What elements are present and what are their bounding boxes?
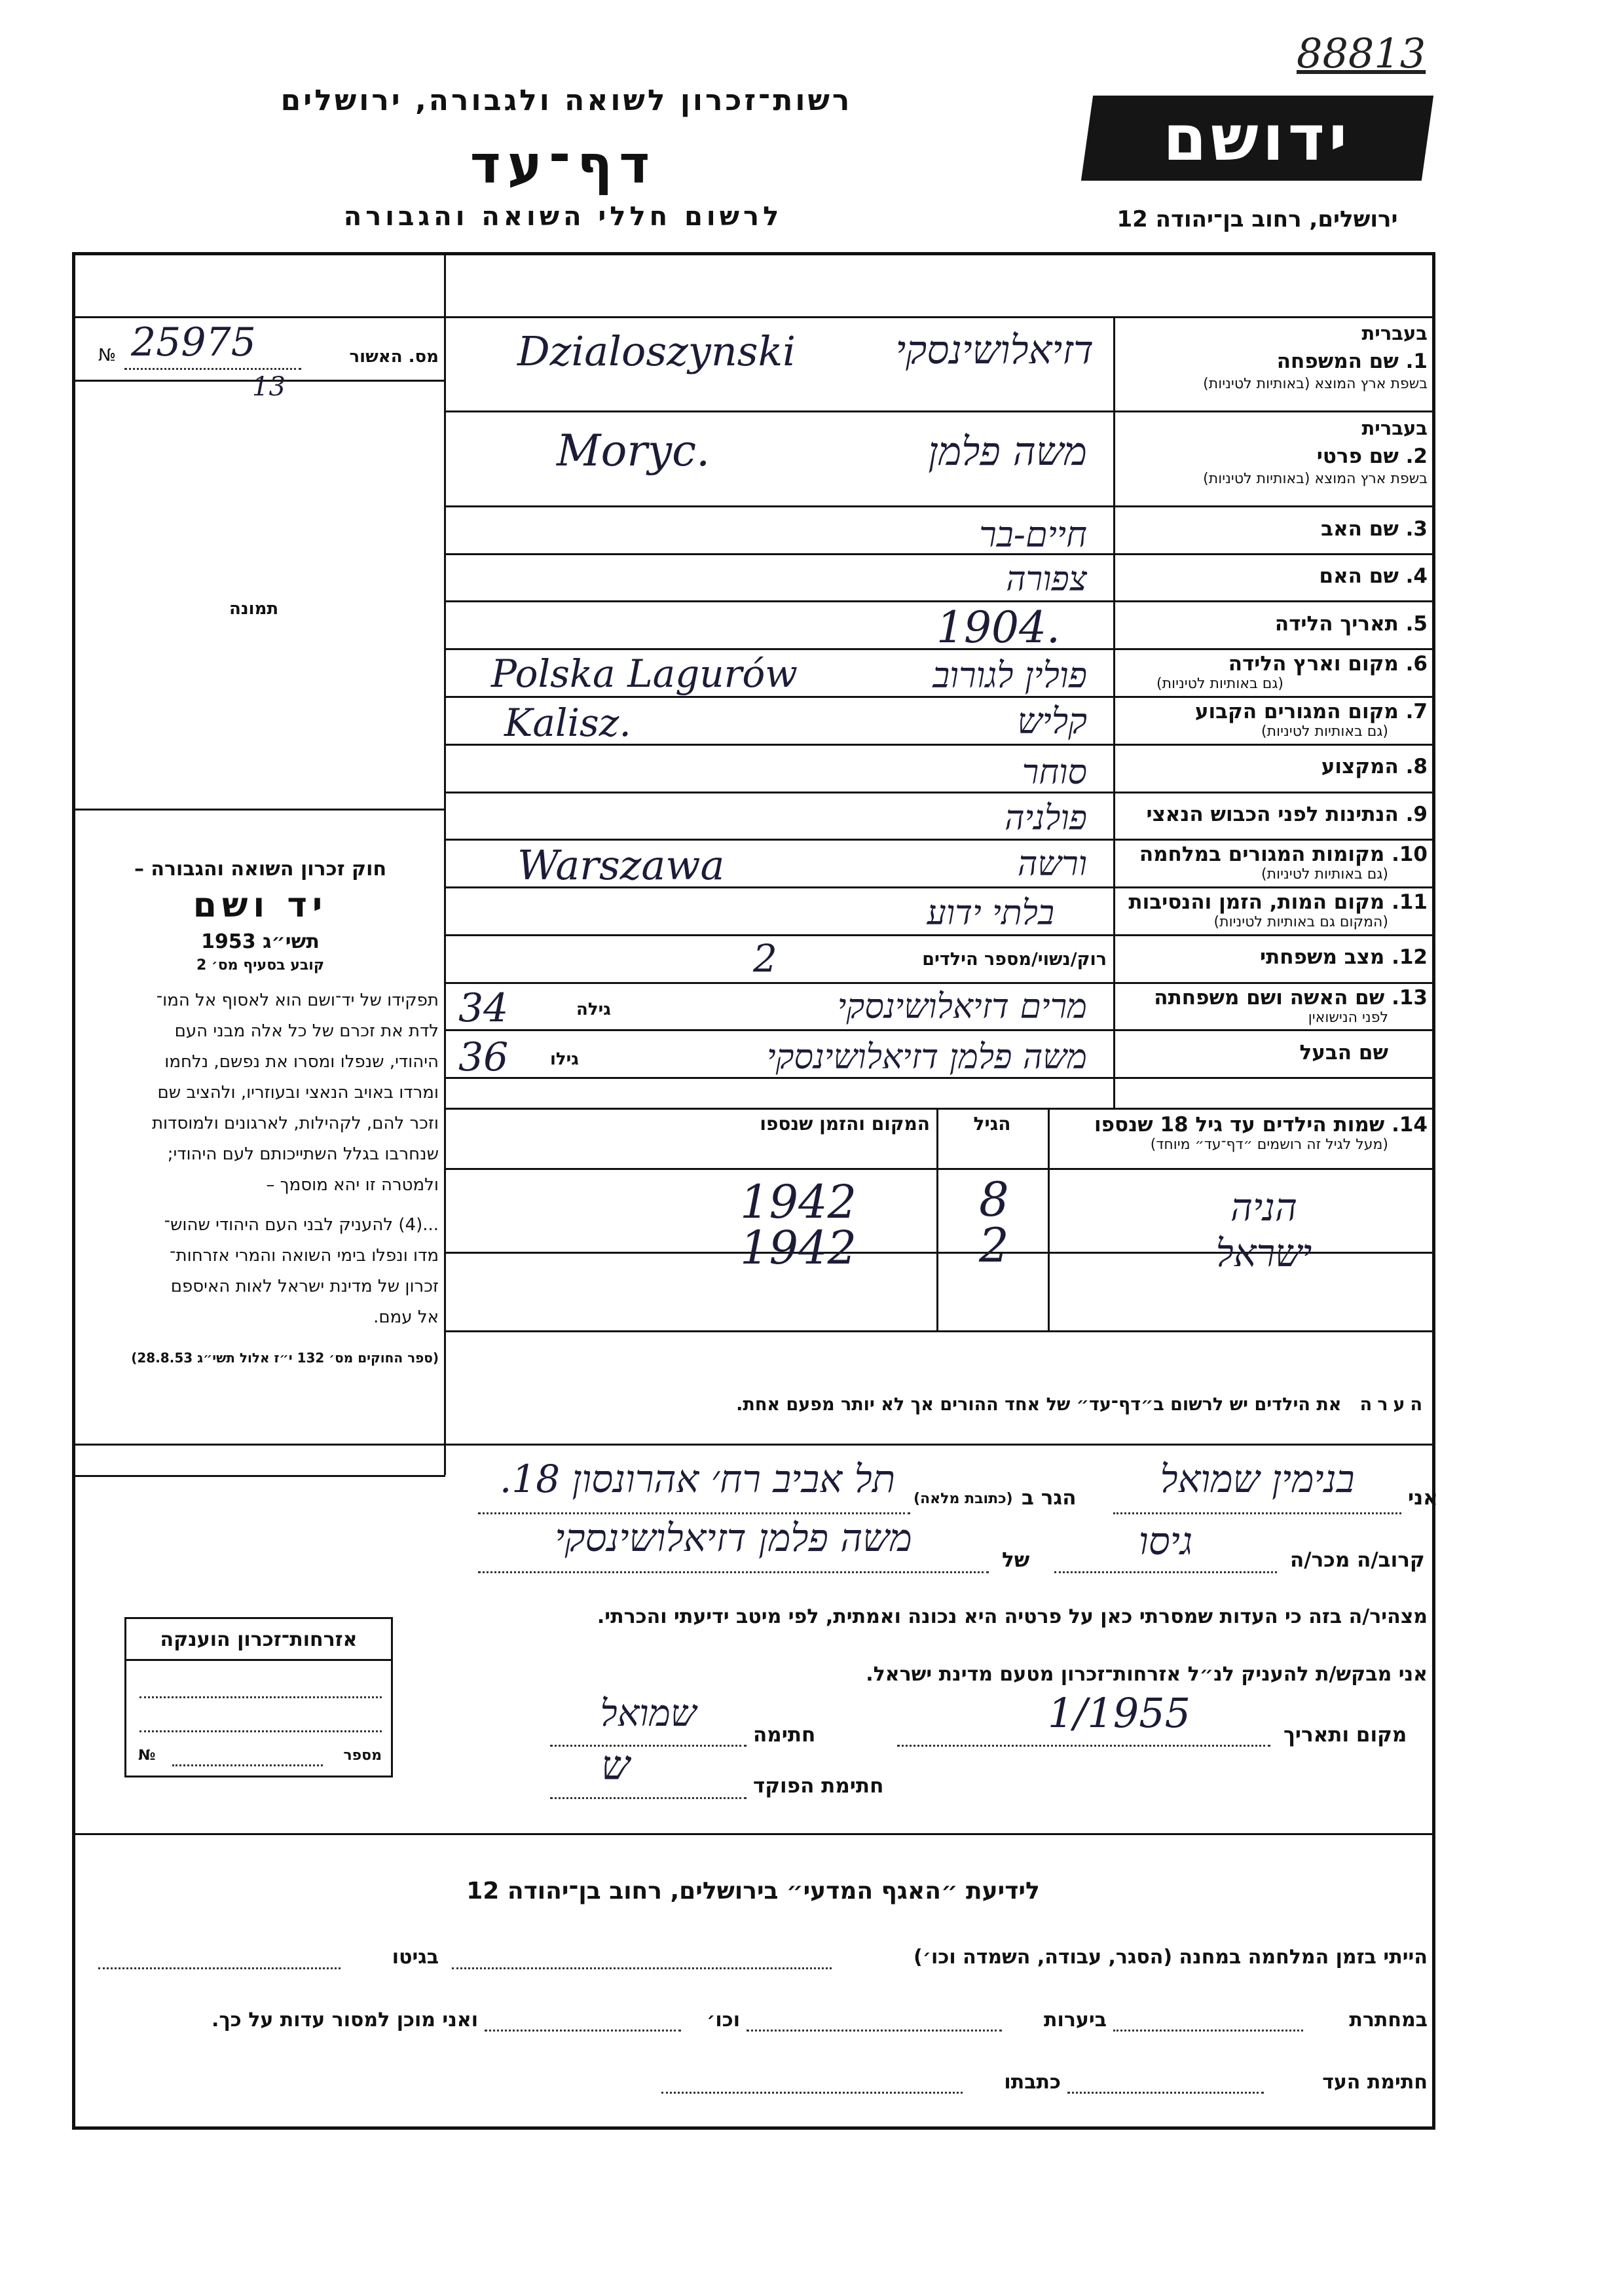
signature: שמואל — [600, 1692, 697, 1735]
place-date-line — [897, 1745, 1270, 1747]
place-date-label: מקום ותאריך — [1283, 1723, 1407, 1747]
law-line: מדו ונפלו בימי השואה והמרי אזרחות־ — [170, 1246, 439, 1266]
address: ירושלים, רחוב בן־יהודה 12 — [1116, 206, 1398, 232]
declaration-text: מצהיר/ה בזה כי העדות שמסרתי כאן על פרטיה היא נכונה ואמתית, לפי מיטב ידיעתי והכרתי. — [597, 1605, 1428, 1628]
law-line: וזכר להם, לקהילות, לארגונים ולמוסדות — [151, 1114, 439, 1133]
children-table-divider — [936, 1108, 938, 1330]
law-line: לדת את זכרם של כל אלה מבני העם — [174, 1021, 439, 1041]
note-bottom-line — [75, 1444, 1434, 1446]
address-line — [478, 1512, 910, 1514]
law-line: ולמטרה זו יהא מוסמך – — [266, 1175, 439, 1195]
officer-signature-label: חתימת הפוקד — [753, 1774, 884, 1798]
ghetto-label: בגיטו — [392, 1946, 439, 1969]
field-wartime-residence-label: 10. מקומות המגורים במלחמה (גם באותיות לטיניות) — [1120, 843, 1428, 883]
underground-line — [1113, 2030, 1303, 2032]
field-wife-label: 13. שם האשה ושם משפחתה לפני הנישואין — [1120, 986, 1428, 1026]
approval-no-mark: № — [98, 346, 117, 365]
husband-age: 36 — [458, 1034, 509, 1080]
field-birthplace-label: 6. מקום וארץ הלידה (גם באותיות לטיניות) — [1120, 652, 1428, 692]
row-line — [444, 696, 1435, 698]
field-sub: (גם באותיות לטיניות) — [1261, 866, 1388, 883]
field-marital-label: 12. מצב משפחתי — [1259, 945, 1428, 969]
field-sub: בשפת ארץ המוצא (באותיות לטיניות) — [1203, 376, 1428, 392]
citizenship-number-label: מספר — [343, 1747, 382, 1764]
label-column-divider — [1113, 316, 1115, 1108]
field-father-label: 3. שם האב — [1321, 517, 1428, 541]
witness-address-line — [661, 2092, 963, 2094]
wife-age: 34 — [458, 985, 509, 1031]
field-death-label: 11. מקום המות, הזמן והנסיבות (המקום גם באותיות לטיניות) — [1120, 890, 1428, 930]
science-section-top-line — [75, 1833, 1434, 1835]
child-name: ישראל — [1215, 1231, 1312, 1275]
photo-label: תמונה — [229, 599, 279, 619]
etc-label: וכו׳ — [707, 2009, 740, 2032]
logo-text: ידושם — [1163, 101, 1352, 175]
witness-address-label: כתבתו — [1004, 2071, 1061, 2094]
row-line — [444, 1077, 1435, 1079]
relation-line — [1054, 1571, 1277, 1573]
witness-signature-line — [1067, 2092, 1264, 2094]
residence-latin: Kalisz. — [504, 701, 631, 745]
children-title-text: שמות הילדים עד גיל 18 שנספו — [1094, 1113, 1385, 1137]
relation: גיסו — [1138, 1519, 1193, 1563]
row-line — [444, 982, 1435, 984]
declarant-name-line — [1113, 1512, 1401, 1514]
field-label: שם פרטי — [1316, 445, 1399, 468]
wife-age-label: גילה — [576, 1000, 611, 1019]
left-panel-divider — [444, 252, 446, 1475]
witness-signature-label: חתימת העד — [1322, 2071, 1428, 2094]
first-name-hebrew: משה פלמן — [928, 429, 1087, 475]
mother-name: צפורה — [1006, 560, 1087, 599]
children-place-header: המקום והזמן שנספו — [760, 1113, 930, 1135]
death-place: בלתי ידוע — [927, 894, 1054, 933]
ghetto-line — [98, 1967, 341, 1969]
field-sub: (גם באותיות לטיניות) — [1261, 723, 1388, 740]
place-date: 1/1955 — [1048, 1689, 1191, 1737]
child-name: הניה — [1230, 1185, 1298, 1230]
child-year: 1942 — [740, 1175, 857, 1229]
full-address-label: (כתובת מלאה) — [913, 1491, 1013, 1507]
of-name: משה פלמן דזיאלושינסקי — [555, 1516, 912, 1560]
field-nationality-label: 9. הנתינות לפני הכבוש הנאצי — [1146, 803, 1428, 826]
left-panel-top-line — [75, 316, 445, 318]
law-line: תפקידו של יד־ושם הוא לאסוף אל המו־ — [156, 991, 439, 1010]
field-number: 2. — [1405, 445, 1428, 468]
field-sub: (גם באותיות לטיניות) — [1156, 676, 1283, 692]
field-number: 14. — [1392, 1113, 1428, 1137]
children-age-header: הגיל — [973, 1113, 1011, 1135]
law-title: חוק זכרון השואה והגבורה – — [134, 858, 387, 881]
field-number: 1. — [1405, 350, 1428, 373]
etc-line — [485, 2030, 681, 2032]
forests-line — [747, 2030, 1002, 2032]
law-text — [82, 858, 439, 1366]
top-band-line — [444, 316, 1435, 318]
row-line — [444, 505, 1435, 507]
child-age: 2 — [979, 1218, 1009, 1273]
field-occupation-label: 8. המקצוע — [1321, 755, 1428, 778]
child-age: 8 — [979, 1172, 1009, 1227]
wartime-residence-latin: Warszawa — [517, 841, 725, 889]
citizenship-line — [139, 1696, 382, 1698]
birth-date: 1904. — [936, 602, 1060, 653]
yad-vashem-logo — [1081, 96, 1433, 181]
approval-label: מס. האשור — [349, 347, 439, 367]
marital-options: רוק/נשוי/מספר הילדים — [922, 949, 1107, 970]
form-title: דף־עד — [470, 134, 657, 195]
declarant-address: תל אביב רח׳ אהרונסון 18. — [499, 1457, 896, 1501]
hebrew-tag: בעברית — [1361, 322, 1428, 344]
field-label: שם המשפחה — [1276, 350, 1399, 373]
law-line: ...(4) להעניק לבני העם היהודי שהוש־ — [164, 1215, 439, 1235]
field-residence-label: 7. מקום המגורים הקבוע (גם באותיות לטיניות) — [1120, 700, 1428, 740]
underground-label: במחתרת — [1349, 2009, 1428, 2032]
children-header-line — [444, 1168, 1435, 1170]
field-birthdate-label: 5. תאריך הלידה — [1274, 612, 1428, 636]
residing-label: הגר ב — [1022, 1486, 1077, 1510]
family-name-hebrew: דזיאלושינסקי — [895, 327, 1094, 373]
photo-bottom-line — [75, 809, 445, 811]
citizenship-title: אזרחות־זכרון הוענקה — [126, 1619, 391, 1661]
citizenship-box — [124, 1617, 393, 1777]
field-mother-label: 4. שם האם — [1319, 564, 1428, 588]
citizenship-number-mark: № — [138, 1747, 156, 1764]
law-name: יד ושם — [193, 886, 328, 925]
declarant-i-label: אני — [1408, 1486, 1438, 1510]
law-year: תשי״ג 1953 — [201, 930, 320, 953]
note-label: הערה — [1359, 1394, 1428, 1415]
birthplace-hebrew: פולין לגורוב — [932, 655, 1087, 696]
approval-number: 25975 — [131, 319, 256, 365]
law-clause: קובע בסעיף מס׳ 2 — [196, 957, 325, 974]
first-name-latin: Moryc. — [557, 426, 710, 476]
row-line — [444, 1108, 1435, 1110]
field-family-name-label — [1120, 322, 1428, 392]
occupation: סוחר — [1022, 753, 1087, 792]
form-subtitle: לרשום חללי השואה והגבורה — [343, 202, 783, 232]
citizenship-line — [139, 1730, 382, 1732]
field-first-name-label — [1120, 417, 1428, 487]
law-line: אל עמם. — [373, 1307, 439, 1327]
citizenship-number-line — [172, 1764, 323, 1766]
wife-name: מרים דזיאלושינסקי — [837, 987, 1087, 1027]
testimony-label: ואני מוכן למסור עדות על כך. — [212, 2009, 478, 2032]
children-count: 2 — [753, 936, 777, 981]
wartime-residence-hebrew: ורשה — [1017, 845, 1087, 884]
law-line: זכרון של מדינת ישראל לאות האיספם — [170, 1277, 439, 1296]
law-bottom-line — [75, 1475, 445, 1477]
children-table-divider — [1048, 1108, 1050, 1330]
officer-signature-line — [550, 1797, 747, 1799]
approval-number-sub: 13 — [252, 372, 286, 402]
science-title: לידיעת ״האגף המדעי״ בירושלים, רחוב בן־יהודה 12 — [466, 1878, 1040, 1904]
signature-label: חתימה — [753, 1723, 816, 1747]
camp-label: הייתי בזמן המלחמה במחנה (הסגר, עבודה, השמדה וכו׳) — [913, 1946, 1428, 1969]
law-line: היהודי, שנפלו ומסרו את נפשם, נלחמו — [164, 1052, 439, 1072]
camp-line — [452, 1967, 832, 1969]
law-source: (ספר החוקים מס׳ 132 י״ז אלול תשי״ג 28.8.53) — [131, 1350, 439, 1366]
row-line — [444, 934, 1435, 936]
residence-hebrew: קליש — [1017, 701, 1087, 742]
husband-name: משה פלמן דזיאלושינסקי — [766, 1038, 1087, 1077]
family-name-latin: Dzialoszynski — [517, 327, 796, 375]
of-name-line — [478, 1571, 989, 1573]
declarant-name: בנימין שמואל — [1160, 1457, 1355, 1501]
request-text: אני מבקש/ת להעניק לנ״ל אזרחות־זכרון מטעם מדינת ישראל. — [866, 1663, 1428, 1686]
approval-number-line — [124, 368, 301, 370]
field-sub: בשפת ארץ המוצא (באותיות לטיניות) — [1203, 471, 1428, 487]
officer-signature: ש — [601, 1741, 630, 1789]
children-bottom-line — [444, 1330, 1435, 1332]
husband-age-label: גילו — [550, 1049, 579, 1069]
note-text: את הילדים יש לרשום ב״דף־עד״ של אחד ההורים אך לא יותר מפעם אחת. — [736, 1394, 1342, 1415]
children-title — [1054, 1113, 1428, 1153]
children-subtitle: (מעל לגיל זה רושמים ״דף־עד״ מיוחד) — [1150, 1137, 1388, 1153]
birthplace-latin: Polska Lagurów — [491, 651, 798, 696]
law-line: ומרדו באויב הנאצי ובעוזריו, ולהציב שם — [157, 1083, 439, 1102]
forests-label: ביערות — [1044, 2009, 1107, 2032]
nationality: פולניה — [1005, 799, 1087, 838]
authority-title: רשות־זכרון לשואה ולגבורה, ירושלים — [280, 84, 853, 117]
father-name: חיים-בר — [979, 514, 1087, 555]
row-line — [444, 410, 1435, 412]
row-line — [444, 1029, 1435, 1031]
hebrew-tag: בעברית — [1361, 417, 1428, 439]
law-line: שנחרבו בגלל השתייכותם לעם היהודי; — [167, 1144, 439, 1164]
field-husband-label: שם הבעל — [1299, 1041, 1388, 1065]
field-sub: (המקום גם באותיות לטיניות) — [1213, 914, 1388, 930]
relative-label: קרוב/ה מכר/ה — [1290, 1548, 1425, 1572]
child-year: 1942 — [740, 1221, 857, 1275]
note — [458, 1394, 1428, 1415]
field-sub: לפני הנישואין — [1308, 1010, 1388, 1026]
serial-number: 88813 — [1297, 29, 1426, 77]
row-line — [444, 839, 1435, 841]
of-label: של — [1002, 1548, 1030, 1572]
